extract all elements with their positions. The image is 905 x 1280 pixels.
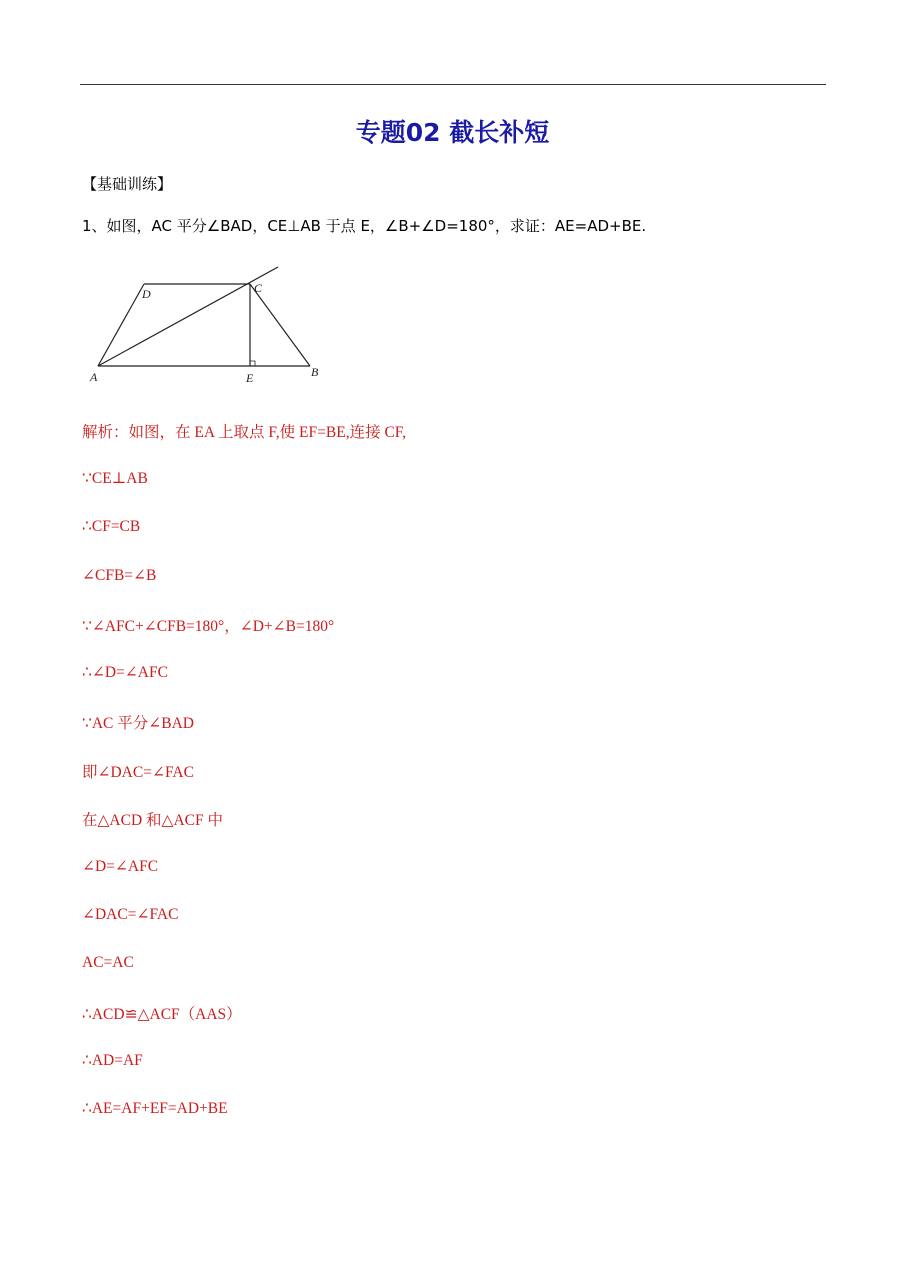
solution-line: ∵AC 平分∠BAD [82, 715, 194, 732]
page-title: 专题02 截长补短 [355, 118, 550, 147]
solution-line: ∠CFB=∠B [82, 567, 157, 584]
solution-line: 解析：如图，在 EA 上取点 F,使 EF=BE,连接 CF, [82, 424, 407, 441]
solution-line: 即∠DAC=∠FAC [82, 764, 194, 781]
solution-line: ∵∠AFC+∠CFB=180°，∠D+∠B=180° [82, 618, 335, 635]
label-d: D [142, 287, 151, 301]
problem-statement: 1、如图，AC 平分∠BAD，CE⊥AB 于点 E，∠B+∠D=180°，求证：AE=AD+BE. [82, 217, 647, 235]
label-b: B [311, 365, 319, 379]
right-angle-mark [250, 361, 255, 366]
solution-line: ∠D=∠AFC [82, 858, 159, 875]
segment-cb [250, 284, 310, 366]
section-heading: 【基础训练】 [82, 175, 173, 193]
solution-line: ∴∠D=∠AFC [82, 664, 168, 681]
label-c: C [254, 281, 263, 295]
solution-line: 在△ACD 和△ACF 中 [82, 812, 223, 829]
solution-line: ∠DAC=∠FAC [82, 906, 179, 923]
solution-line: AC=AC [82, 954, 134, 971]
segment-ac-extended [98, 267, 278, 366]
geometry-figure [82, 258, 332, 388]
solution-line: ∴ACD≌△ACF（AAS） [82, 1006, 242, 1023]
header-rule [80, 84, 826, 85]
solution-line: ∴AD=AF [82, 1052, 143, 1069]
solution-line: ∴AE=AF+EF=AD+BE [82, 1100, 228, 1117]
label-e: E [246, 371, 254, 385]
solution-line: ∵CE⊥AB [82, 470, 148, 487]
solution-line: ∴CF=CB [82, 518, 141, 535]
label-a: A [90, 370, 98, 384]
